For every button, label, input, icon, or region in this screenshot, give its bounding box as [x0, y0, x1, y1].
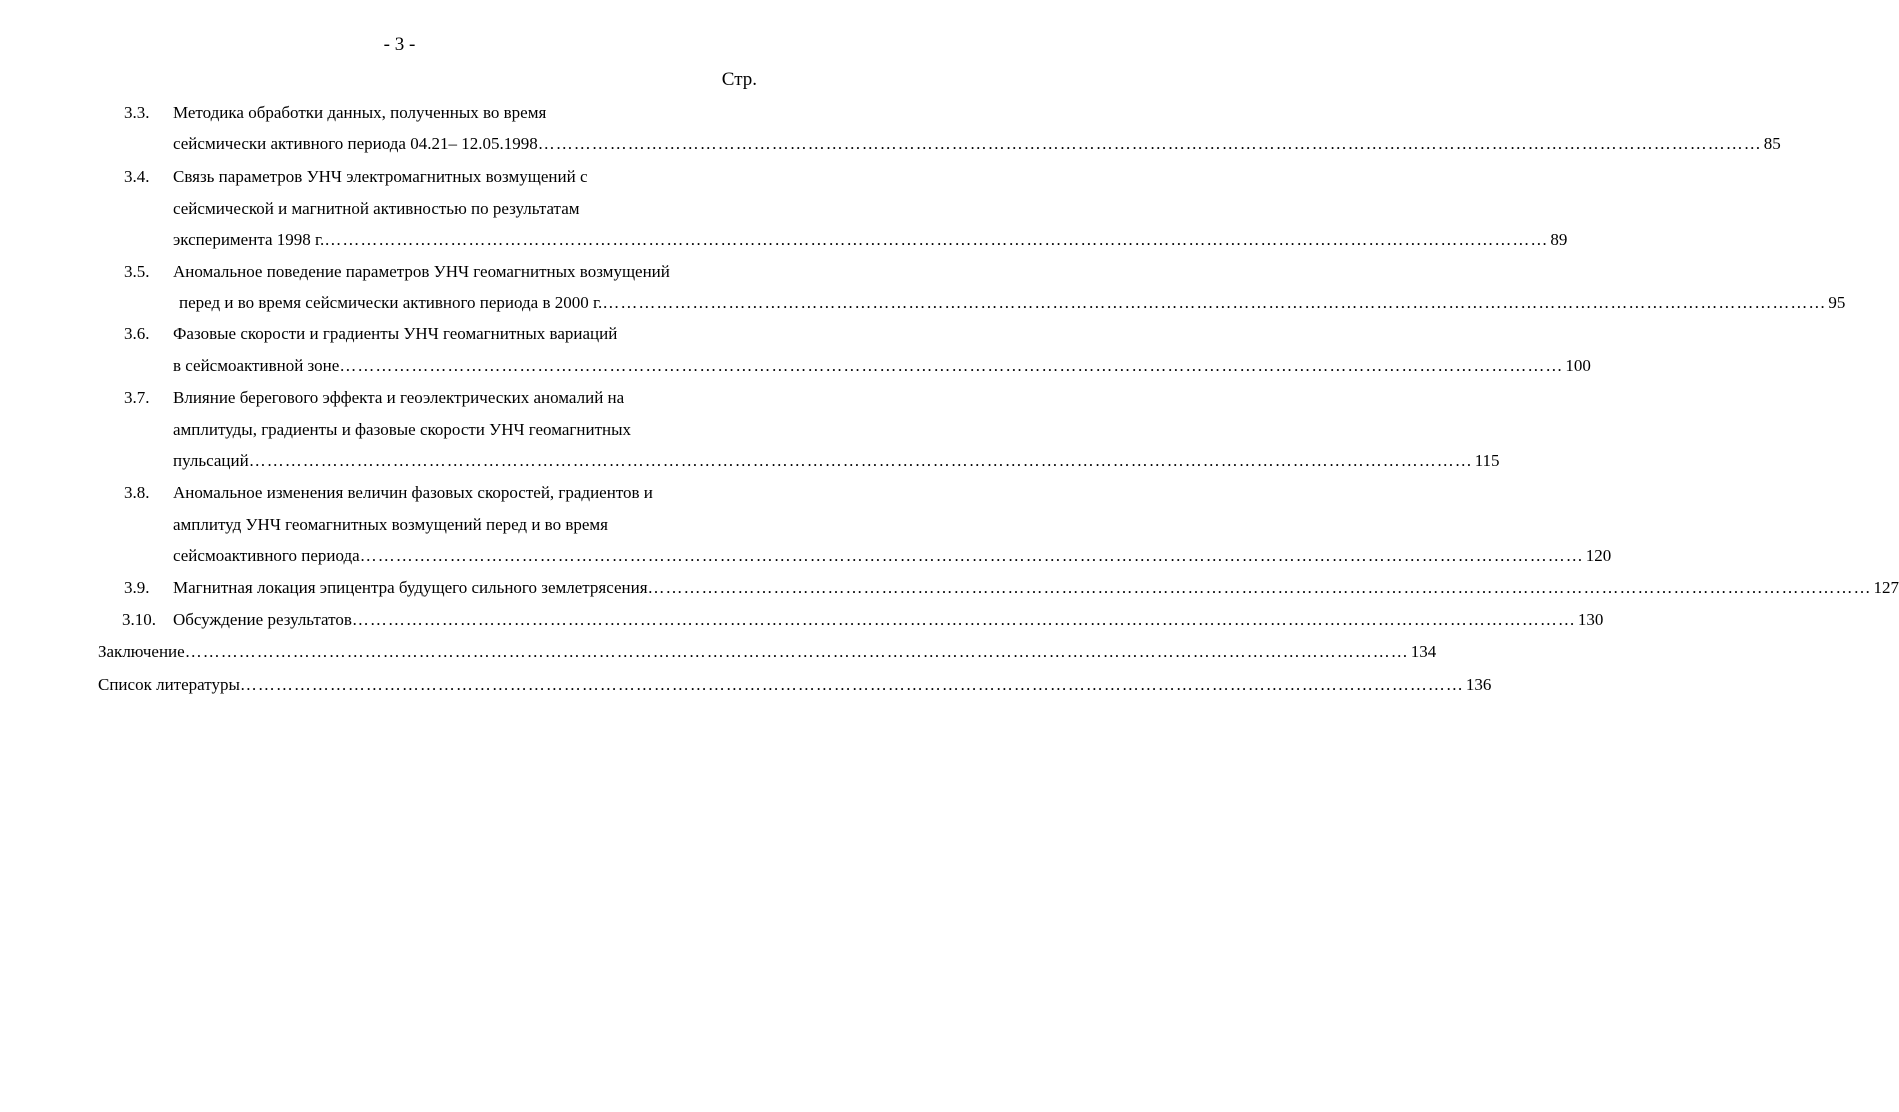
dot-leader: ……………………………………………………………………………………………………………………………………………………………………………………: [537, 134, 1762, 153]
pages-column-header: Стр.: [721, 69, 757, 90]
dot-leader: ……………………………………………………………………………………………………………………………………………………………………………………: [647, 578, 1872, 597]
entry-title-line: Связь параметров УНЧ электромагнитных возмущений с: [173, 167, 588, 186]
entry-leader-line: [173, 576, 1899, 600]
entry-page: 134: [1410, 642, 1437, 661]
entry-title: Список литературы: [98, 675, 240, 694]
entry-title-line: амплитуды, градиенты и фазовые скорости УНЧ геомагнитных: [173, 420, 632, 439]
section-number: 3.7.: [124, 388, 150, 407]
entry-page: 136: [1465, 675, 1492, 694]
page-number: - 3 -: [383, 34, 416, 55]
dot-leader: ……………………………………………………………………………………………………………………………………………………………………………………: [339, 356, 1564, 375]
entry-leader-line: [173, 228, 1568, 252]
entry-title-last: в сейсмоактивной зоне: [173, 356, 340, 375]
dot-leader: ……………………………………………………………………………………………………………………………………………………………………………………: [359, 546, 1584, 565]
section-number: 3.8.: [124, 483, 150, 502]
entry-leader-line: [179, 291, 1846, 315]
entry-title-last: Обсуждение результатов: [173, 610, 352, 629]
entry-title-line: Аномальное поведение параметров УНЧ геомагнитных возмущений: [173, 262, 670, 281]
entry-title: Заключение: [98, 642, 185, 661]
entry-title-last: сейсмоактивного периода: [173, 546, 360, 565]
entry-page: 115: [1474, 451, 1500, 470]
entry-leader-line: [173, 132, 1781, 156]
entry-page: 120: [1585, 546, 1612, 565]
entry-title-line: амплитуд УНЧ геомагнитных возмущений перед и во время: [173, 515, 608, 534]
entry-title-last: эксперимента 1998 г.: [173, 230, 325, 249]
entry-page: 89: [1550, 230, 1568, 249]
entry-title-line: Методика обработки данных, полученных во время: [173, 103, 547, 122]
entry-page: 85: [1763, 134, 1781, 153]
entry-title-last: перед и во время сейсмически активного периода в 2000 г.: [179, 293, 603, 312]
entry-title-line: Аномальное изменения величин фазовых скоростей, градиентов и: [173, 483, 653, 502]
dot-leader: ……………………………………………………………………………………………………………………………………………………………………………………: [351, 610, 1576, 629]
section-number: 3.10.: [122, 610, 156, 629]
entry-leader-line: [173, 608, 1604, 632]
entry-page: 130: [1577, 610, 1604, 629]
section-number: 3.3.: [124, 103, 150, 122]
section-number: 3.5.: [124, 262, 150, 281]
dot-leader: ……………………………………………………………………………………………………………………………………………………………………………………: [239, 675, 1464, 694]
dot-leader: ……………………………………………………………………………………………………………………………………………………………………………………: [248, 451, 1473, 470]
entry-title-last: сейсмически активного периода 04.21– 12.05.1998: [173, 134, 538, 153]
dot-leader: ……………………………………………………………………………………………………………………………………………………………………………………: [324, 230, 1549, 249]
entry-leader-line: [98, 640, 1437, 664]
section-number: 3.6.: [124, 324, 150, 343]
entry-page: 100: [1565, 356, 1591, 375]
dot-leader: ……………………………………………………………………………………………………………………………………………………………………………………: [602, 293, 1827, 312]
entry-title-line: Влияние берегового эффекта и геоэлектрических аномалий на: [173, 388, 625, 407]
entry-leader-line: [173, 449, 1500, 473]
entry-page: 127: [1873, 578, 1899, 597]
dot-leader: ……………………………………………………………………………………………………………………………………………………………………………………: [184, 642, 1409, 661]
entry-leader-line: [173, 544, 1612, 568]
entry-title-last: Магнитная локация эпицентра будущего сильного землетрясения: [173, 578, 648, 597]
entry-title-line: сейсмической и магнитной активностью по результатам: [173, 199, 580, 218]
entry-title-line: Фазовые скорости и градиенты УНЧ геомагнитных вариаций: [173, 324, 618, 343]
section-number: 3.4.: [124, 167, 150, 186]
entry-leader-line: [173, 354, 1591, 378]
section-number: 3.9.: [124, 578, 150, 597]
entry-page: 95: [1828, 293, 1846, 312]
entry-title-last: пульсаций: [173, 451, 249, 470]
entry-leader-line: [98, 673, 1492, 697]
